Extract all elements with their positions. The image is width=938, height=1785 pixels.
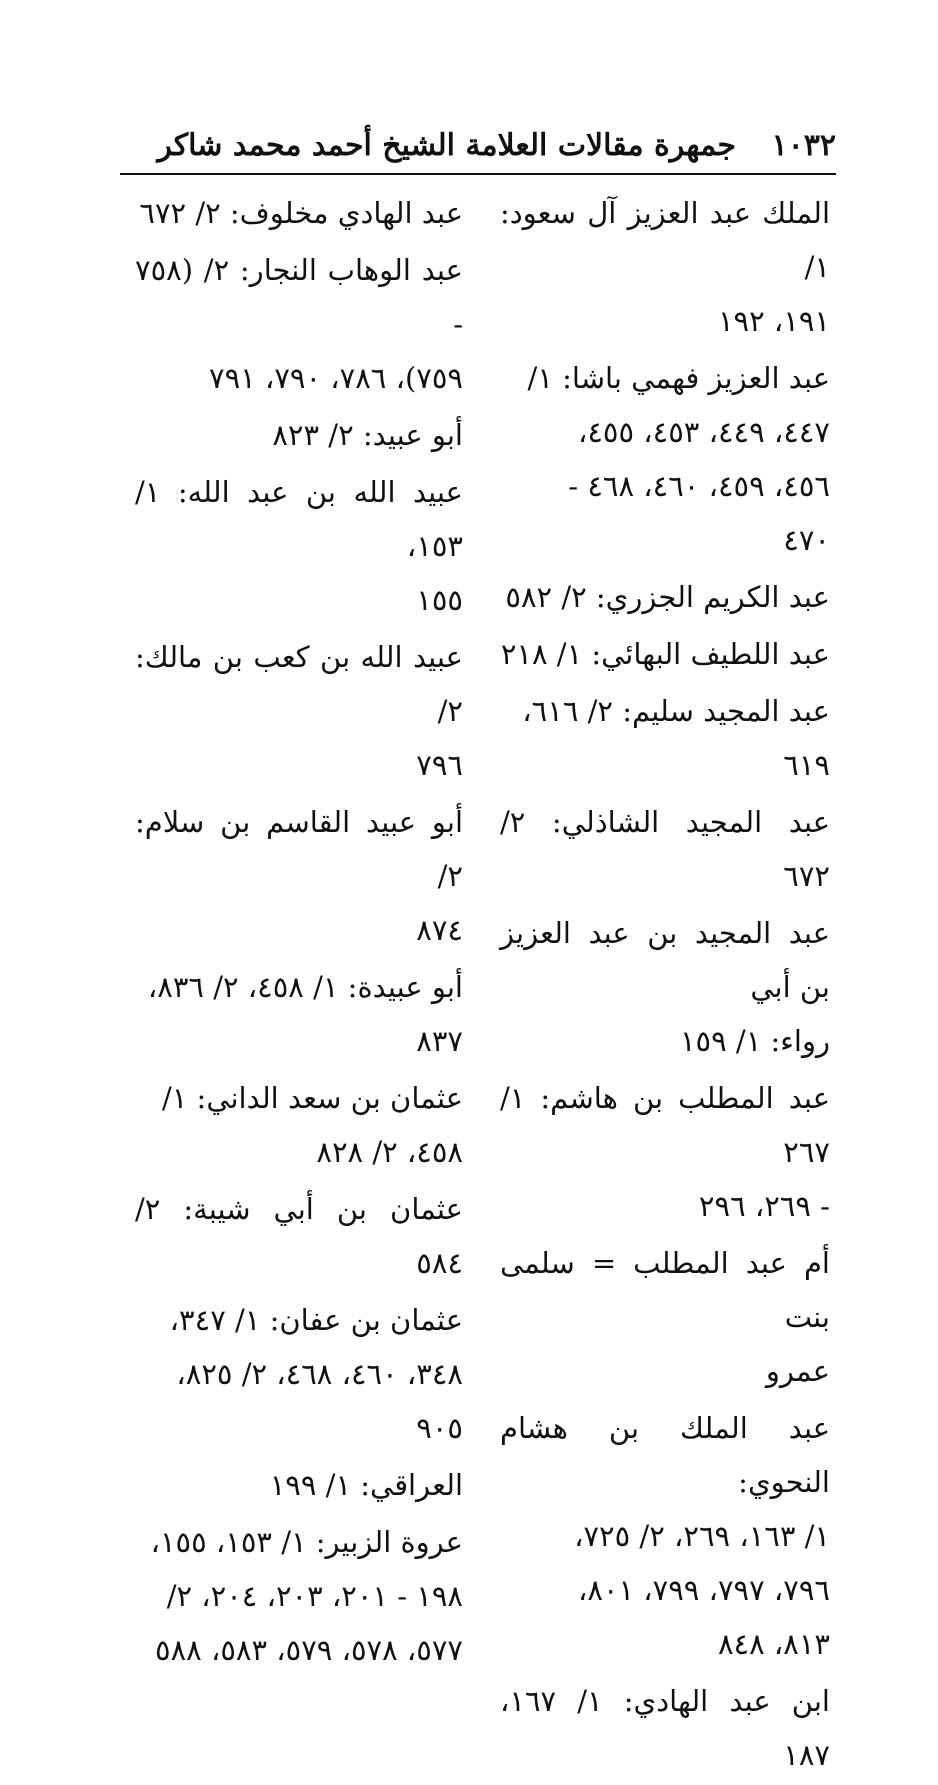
index-entry [135, 630, 463, 792]
index-entry-continuation: ٤٥٨، ٢/ ٨٢٨ [316, 1135, 463, 1169]
index-entry-heading: عثمان بن أبي شيبة: ٢/ ٥٨٤ [135, 1192, 463, 1280]
index-entry-continuation: - ٢٦٩، ٢٩٦ [698, 1189, 830, 1223]
index-entry [135, 1293, 463, 1455]
index-entry [135, 1458, 463, 1512]
index-entry-continuation: ١٩٨ - ٢٠١، ٢٠٣، ٢٠٤، ٢/ [166, 1579, 463, 1613]
index-entry-heading: عبد المجيد سليم: ٢/ ٦١٦، [522, 694, 830, 728]
index-entry [500, 351, 830, 567]
index-entry-heading: عثمان بن سعد الداني: ١/ [161, 1081, 463, 1115]
index-entry [500, 1674, 830, 1782]
index-entry-continuation: ٨١٣، ٨٤٨ [717, 1627, 830, 1661]
index-entry-continuation: ٧٩٦، ٧٩٧، ٧٩٩، ٨٠١، [577, 1573, 830, 1607]
page-header [120, 118, 836, 174]
index-entry-continuation: رواء: ١/ ١٥٩ [679, 1024, 830, 1058]
index-entry-heading: عبد المطلب بن هاشم: ١/ ٢٦٧ [500, 1081, 830, 1169]
index-entry [135, 960, 463, 1068]
index-entry-heading: الملك عبد العزيز آل سعود: ١/ [500, 196, 830, 284]
index-entry [135, 186, 463, 240]
index-entry-heading: عبد العزيز فهمي باشا: ١/ [527, 361, 830, 395]
index-entry-continuation: ٩٠٥ [416, 1411, 463, 1445]
index-entry-continuation: ٤٤٧، ٤٤٩، ٤٥٣، ٤٥٥، [577, 415, 830, 449]
index-entry-continuation: ٤٧٠ [783, 523, 830, 557]
running-title: جمهرة مقالات العلامة الشيخ أحمد محمد شاكر [157, 128, 736, 163]
index-entry-heading: عبيد الله بن كعب بن مالك: ٢/ [135, 640, 463, 728]
index-entry-continuation: ٣٤٨، ٤٦٠، ٤٦٨، ٢/ ٨٢٥، [176, 1357, 463, 1391]
index-entry-continuation: ٨٧٤ [416, 913, 463, 947]
index-entry-heading: عثمان بن عفان: ١/ ٣٤٧، [169, 1303, 463, 1337]
index-entry [500, 795, 830, 903]
index-entry-heading: أبو عبيد: ٢/ ٨٢٣ [272, 418, 463, 452]
index-entry-heading: عبد الوهاب النجار: ٢/ (٧٥٨ - [135, 253, 463, 341]
index-entry-heading: أم عبد المطلب = سلمى بنت [500, 1246, 830, 1334]
index-entry-heading: عروة الزبير: ١/ ١٥٣، ١٥٥، [150, 1525, 463, 1559]
index-entry [500, 684, 830, 792]
index-entry [500, 186, 830, 348]
index-entry [500, 1401, 830, 1671]
index-entry-heading: عبد المجيد الشاذلي: ٢/ ٦٧٢ [500, 805, 830, 893]
index-entry [135, 1515, 463, 1677]
index-entry-continuation: ٦١٩ [783, 748, 830, 782]
index-entry [135, 1182, 463, 1290]
index-entry-continuation: ٧٥٩)، ٧٨٦، ٧٩٠، ٧٩١ [209, 361, 463, 395]
index-entry-continuation: ٧٩٦ [416, 748, 463, 782]
index-entry-heading: عبد الملك بن هشام النحوي: [500, 1411, 830, 1499]
index-entry [500, 570, 830, 624]
index-entry-heading: عبد الكريم الجزري: ٢/ ٥٨٢ [505, 580, 830, 614]
index-entry-continuation: ٤٥٦، ٤٥٩، ٤٦٠، ٤٦٨ - [568, 469, 830, 503]
index-entry-heading: عبد الهادي مخلوف: ٢/ ٦٧٢ [139, 196, 463, 230]
index-entry-heading: عبد اللطيف البهائي: ١/ ٢١٨ [500, 637, 830, 671]
index-entry-heading: العراقي: ١/ ١٩٩ [269, 1468, 463, 1502]
header-divider [120, 173, 836, 175]
index-entry-continuation: عمرو [765, 1354, 830, 1388]
index-entry-heading: ابن عبد الهادي: ١/ ١٦٧، ١٨٧ [500, 1684, 830, 1772]
index-entry-continuation: ٨٣٧ [416, 1024, 463, 1058]
index-entry [135, 1071, 463, 1179]
index-entry [135, 795, 463, 957]
index-entry [135, 408, 463, 462]
index-entry [500, 1236, 830, 1398]
index-entry [135, 465, 463, 627]
index-entry-continuation: ١٩١، ١٩٢ [717, 304, 830, 338]
index-entry-heading: أبو عبيد القاسم بن سلام: ٢/ [135, 805, 463, 893]
page-number: ١٠٣٢ [771, 128, 836, 163]
index-entry [500, 906, 830, 1068]
index-entry-heading: أبو عبيدة: ١/ ٤٥٨، ٢/ ٨٣٦، [147, 970, 463, 1004]
index-column-right [500, 186, 830, 1785]
index-entry-continuation: ٥٧٧، ٥٧٨، ٥٧٩، ٥٨٣، ٥٨٨ [155, 1633, 463, 1667]
index-entry-continuation: ١/ ١٦٣، ٢٦٩، ٢/ ٧٢٥، [574, 1519, 830, 1553]
index-entry-continuation: ١٥٥ [416, 583, 463, 617]
index-entry-heading: عبيد الله بن عبد الله: ١/ ١٥٣، [135, 475, 463, 563]
index-entry [500, 627, 830, 681]
index-entry-heading: عبد المجيد بن عبد العزيز بن أبي [500, 916, 830, 1004]
index-entry [135, 243, 463, 405]
index-entry [500, 1071, 830, 1233]
index-column-left [135, 186, 463, 1680]
